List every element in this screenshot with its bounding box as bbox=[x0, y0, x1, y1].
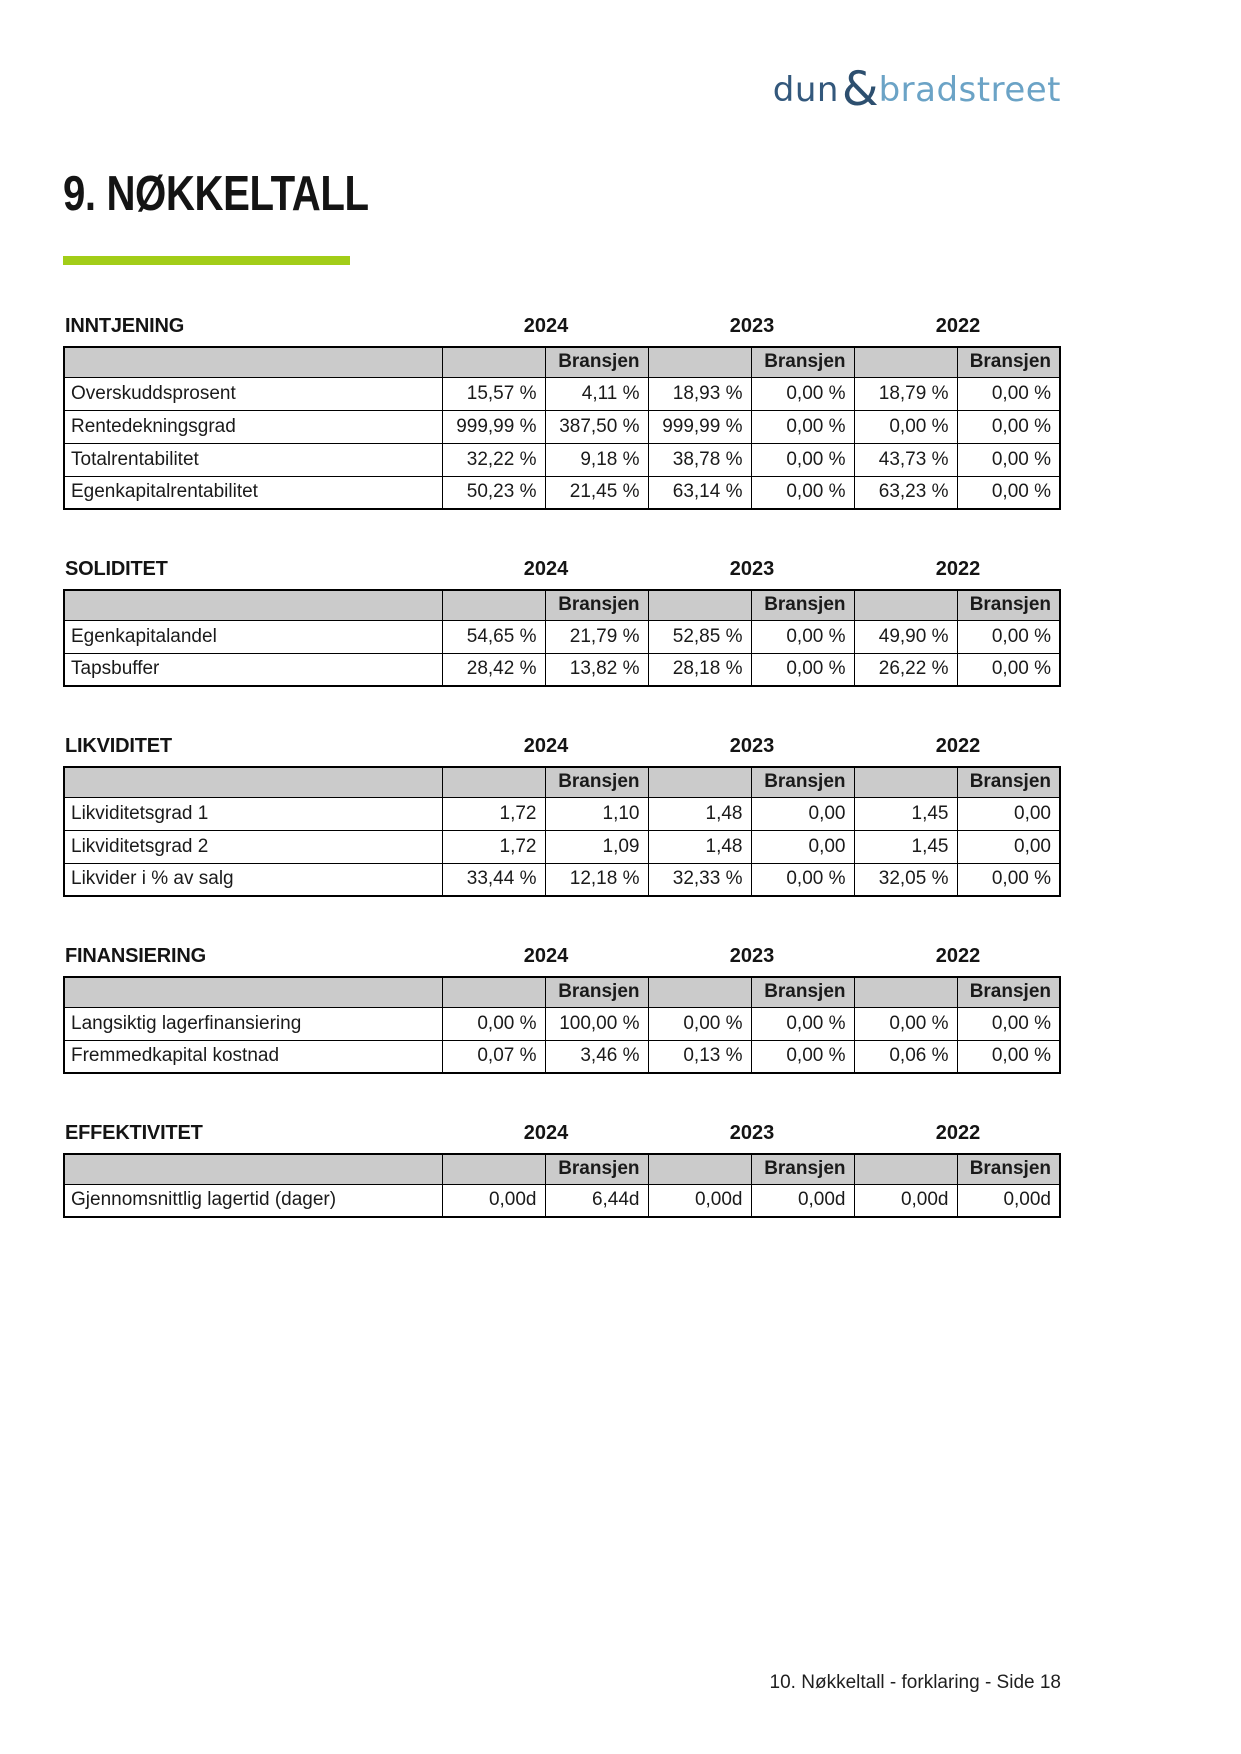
bransjen-header-label: Bransjen bbox=[751, 347, 854, 377]
value-cell: 0,00d bbox=[442, 1184, 545, 1217]
value-cell: 0,00 % bbox=[751, 863, 854, 896]
title-accent-bar bbox=[63, 256, 350, 265]
row-label: Gjennomsnittlig lagertid (dager) bbox=[64, 1184, 442, 1217]
value-cell: 1,48 bbox=[648, 797, 751, 830]
value-cell: 0,00 % bbox=[957, 620, 1060, 653]
value-cell: 0,00d bbox=[854, 1184, 957, 1217]
value-cell: 32,22 % bbox=[442, 443, 545, 476]
value-cell: 0,00 % bbox=[751, 410, 854, 443]
ampersand-icon: & bbox=[841, 62, 879, 117]
table-row bbox=[64, 653, 1060, 686]
value-cell: 15,57 % bbox=[442, 377, 545, 410]
year-label: 2024 bbox=[523, 315, 569, 337]
page-footer: 10. Nøkkeltall - forklaring - Side 18 bbox=[769, 1672, 1061, 1693]
value-cell: 0,06 % bbox=[854, 1040, 957, 1073]
data-table bbox=[63, 589, 1061, 687]
bransjen-header-label: Bransjen bbox=[957, 767, 1060, 797]
bransjen-header-label: Bransjen bbox=[751, 767, 854, 797]
bransjen-header-label: Bransjen bbox=[545, 590, 648, 620]
bransjen-header-label: Bransjen bbox=[751, 977, 854, 1007]
value-cell: 0,07 % bbox=[442, 1040, 545, 1073]
row-label: Likvider i % av salg bbox=[64, 863, 442, 896]
row-label: Tapsbuffer bbox=[64, 653, 442, 686]
data-table bbox=[63, 1153, 1061, 1218]
table-row bbox=[64, 1007, 1060, 1040]
value-cell: 0,00 % bbox=[957, 653, 1060, 686]
section-title: INNTJENING bbox=[65, 315, 185, 337]
value-cell: 0,00 % bbox=[751, 1007, 854, 1040]
value-header-cell bbox=[854, 1154, 957, 1184]
value-cell: 0,00 % bbox=[957, 443, 1060, 476]
value-cell: 32,33 % bbox=[648, 863, 751, 896]
value-header-cell bbox=[854, 590, 957, 620]
corner-cell bbox=[64, 347, 442, 377]
table-row bbox=[64, 620, 1060, 653]
table-row bbox=[64, 476, 1060, 509]
sections bbox=[63, 314, 1061, 1265]
row-label: Overskuddsprosent bbox=[64, 377, 442, 410]
value-cell: 3,46 % bbox=[545, 1040, 648, 1073]
value-header-cell bbox=[442, 977, 545, 1007]
dun-bradstreet-logo bbox=[772, 62, 1061, 117]
table-row bbox=[64, 830, 1060, 863]
value-cell: 1,72 bbox=[442, 797, 545, 830]
row-label: Langsiktig lagerfinansiering bbox=[64, 1007, 442, 1040]
value-cell: 21,79 % bbox=[545, 620, 648, 653]
table-row bbox=[64, 443, 1060, 476]
value-header-cell bbox=[442, 347, 545, 377]
year-label: 2022 bbox=[935, 945, 981, 967]
value-cell: 63,14 % bbox=[648, 476, 751, 509]
value-header-cell bbox=[648, 1154, 751, 1184]
value-cell: 0,00 % bbox=[957, 377, 1060, 410]
section-heading bbox=[63, 1121, 1061, 1148]
value-cell: 1,09 bbox=[545, 830, 648, 863]
value-cell: 50,23 % bbox=[442, 476, 545, 509]
value-cell: 28,42 % bbox=[442, 653, 545, 686]
table-row bbox=[64, 1040, 1060, 1073]
bransjen-header-label: Bransjen bbox=[751, 1154, 854, 1184]
value-cell: 999,99 % bbox=[648, 410, 751, 443]
value-cell: 1,72 bbox=[442, 830, 545, 863]
section-heading bbox=[63, 944, 1061, 971]
value-cell: 18,93 % bbox=[648, 377, 751, 410]
value-cell: 0,00d bbox=[751, 1184, 854, 1217]
value-cell: 0,00 % bbox=[854, 410, 957, 443]
value-cell: 0,00 % bbox=[957, 1040, 1060, 1073]
value-cell: 0,00 bbox=[957, 797, 1060, 830]
year-label: 2022 bbox=[935, 315, 981, 337]
bransjen-header-label: Bransjen bbox=[545, 347, 648, 377]
section-title: FINANSIERING bbox=[65, 945, 206, 967]
section bbox=[63, 944, 1061, 1074]
value-cell: 32,05 % bbox=[854, 863, 957, 896]
value-header-cell bbox=[648, 767, 751, 797]
value-cell: 6,44d bbox=[545, 1184, 648, 1217]
bransjen-header-label: Bransjen bbox=[957, 977, 1060, 1007]
bransjen-header-label: Bransjen bbox=[545, 1154, 648, 1184]
value-cell: 12,18 % bbox=[545, 863, 648, 896]
value-cell: 0,13 % bbox=[648, 1040, 751, 1073]
value-header-cell bbox=[854, 977, 957, 1007]
year-label: 2024 bbox=[523, 735, 569, 757]
corner-cell bbox=[64, 1154, 442, 1184]
value-cell: 0,00 % bbox=[751, 476, 854, 509]
section-title: EFFEKTIVITET bbox=[65, 1122, 203, 1144]
value-cell: 0,00 % bbox=[957, 476, 1060, 509]
value-cell: 1,48 bbox=[648, 830, 751, 863]
corner-cell bbox=[64, 767, 442, 797]
year-label: 2024 bbox=[523, 945, 569, 967]
value-cell: 21,45 % bbox=[545, 476, 648, 509]
value-cell: 13,82 % bbox=[545, 653, 648, 686]
value-cell: 38,78 % bbox=[648, 443, 751, 476]
value-cell: 0,00 % bbox=[957, 410, 1060, 443]
table-row bbox=[64, 797, 1060, 830]
value-header-cell bbox=[854, 767, 957, 797]
value-cell: 0,00d bbox=[648, 1184, 751, 1217]
value-cell: 0,00 bbox=[751, 797, 854, 830]
corner-cell bbox=[64, 590, 442, 620]
value-cell: 0,00 % bbox=[957, 863, 1060, 896]
value-cell: 43,73 % bbox=[854, 443, 957, 476]
value-cell: 4,11 % bbox=[545, 377, 648, 410]
table-header-row bbox=[64, 767, 1060, 797]
year-label: 2023 bbox=[729, 558, 775, 580]
value-cell: 1,45 bbox=[854, 797, 957, 830]
year-label: 2023 bbox=[729, 1122, 775, 1144]
row-label: Egenkapitalrentabilitet bbox=[64, 476, 442, 509]
value-cell: 9,18 % bbox=[545, 443, 648, 476]
row-label: Totalrentabilitet bbox=[64, 443, 442, 476]
value-cell: 0,00d bbox=[957, 1184, 1060, 1217]
value-cell: 28,18 % bbox=[648, 653, 751, 686]
logo-text-dun: dun bbox=[772, 70, 839, 110]
row-label: Likviditetsgrad 1 bbox=[64, 797, 442, 830]
value-cell: 1,10 bbox=[545, 797, 648, 830]
value-cell: 387,50 % bbox=[545, 410, 648, 443]
value-cell: 0,00 % bbox=[751, 377, 854, 410]
section-title: SOLIDITET bbox=[65, 558, 168, 580]
value-cell: 49,90 % bbox=[854, 620, 957, 653]
year-label: 2022 bbox=[935, 1122, 981, 1144]
year-label: 2023 bbox=[729, 945, 775, 967]
value-cell: 26,22 % bbox=[854, 653, 957, 686]
value-cell: 18,79 % bbox=[854, 377, 957, 410]
table-row bbox=[64, 863, 1060, 896]
year-label: 2023 bbox=[729, 735, 775, 757]
value-cell: 0,00 % bbox=[751, 1040, 854, 1073]
value-header-cell bbox=[442, 1154, 545, 1184]
table-header-row bbox=[64, 590, 1060, 620]
data-table bbox=[63, 346, 1061, 510]
value-cell: 0,00 % bbox=[442, 1007, 545, 1040]
section-heading bbox=[63, 734, 1061, 761]
row-label: Likviditetsgrad 2 bbox=[64, 830, 442, 863]
section bbox=[63, 1121, 1061, 1218]
value-cell: 63,23 % bbox=[854, 476, 957, 509]
section bbox=[63, 734, 1061, 897]
data-table bbox=[63, 976, 1061, 1074]
section bbox=[63, 314, 1061, 510]
year-label: 2024 bbox=[523, 558, 569, 580]
section-title: LIKVIDITET bbox=[65, 735, 172, 757]
year-label: 2022 bbox=[935, 558, 981, 580]
value-cell: 33,44 % bbox=[442, 863, 545, 896]
row-label: Fremmedkapital kostnad bbox=[64, 1040, 442, 1073]
table-header-row bbox=[64, 977, 1060, 1007]
value-cell: 0,00 % bbox=[751, 620, 854, 653]
bransjen-header-label: Bransjen bbox=[957, 590, 1060, 620]
value-header-cell bbox=[648, 590, 751, 620]
bransjen-header-label: Bransjen bbox=[957, 1154, 1060, 1184]
bransjen-header-label: Bransjen bbox=[751, 590, 854, 620]
data-table bbox=[63, 766, 1061, 897]
section bbox=[63, 557, 1061, 687]
table-row bbox=[64, 377, 1060, 410]
value-cell: 0,00 bbox=[957, 830, 1060, 863]
value-cell: 0,00 % bbox=[751, 653, 854, 686]
logo-text-bradstreet: bradstreet bbox=[878, 70, 1061, 110]
value-cell: 100,00 % bbox=[545, 1007, 648, 1040]
table-row bbox=[64, 410, 1060, 443]
bransjen-header-label: Bransjen bbox=[545, 767, 648, 797]
row-label: Rentedekningsgrad bbox=[64, 410, 442, 443]
value-header-cell bbox=[442, 590, 545, 620]
year-label: 2024 bbox=[523, 1122, 569, 1144]
page-title: 9. NØKKELTALL bbox=[63, 167, 369, 221]
value-header-cell bbox=[648, 977, 751, 1007]
value-cell: 0,00 bbox=[751, 830, 854, 863]
value-cell: 52,85 % bbox=[648, 620, 751, 653]
section-heading bbox=[63, 557, 1061, 584]
value-cell: 1,45 bbox=[854, 830, 957, 863]
value-cell: 999,99 % bbox=[442, 410, 545, 443]
value-cell: 0,00 % bbox=[751, 443, 854, 476]
value-header-cell bbox=[648, 347, 751, 377]
bransjen-header-label: Bransjen bbox=[957, 347, 1060, 377]
value-cell: 54,65 % bbox=[442, 620, 545, 653]
value-header-cell bbox=[442, 767, 545, 797]
section-heading bbox=[63, 314, 1061, 341]
value-cell: 0,00 % bbox=[957, 1007, 1060, 1040]
table-row bbox=[64, 1184, 1060, 1217]
corner-cell bbox=[64, 977, 442, 1007]
year-label: 2023 bbox=[729, 315, 775, 337]
table-header-row bbox=[64, 347, 1060, 377]
year-label: 2022 bbox=[935, 735, 981, 757]
value-header-cell bbox=[854, 347, 957, 377]
value-cell: 0,00 % bbox=[854, 1007, 957, 1040]
bransjen-header-label: Bransjen bbox=[545, 977, 648, 1007]
row-label: Egenkapitalandel bbox=[64, 620, 442, 653]
table-header-row bbox=[64, 1154, 1060, 1184]
value-cell: 0,00 % bbox=[648, 1007, 751, 1040]
